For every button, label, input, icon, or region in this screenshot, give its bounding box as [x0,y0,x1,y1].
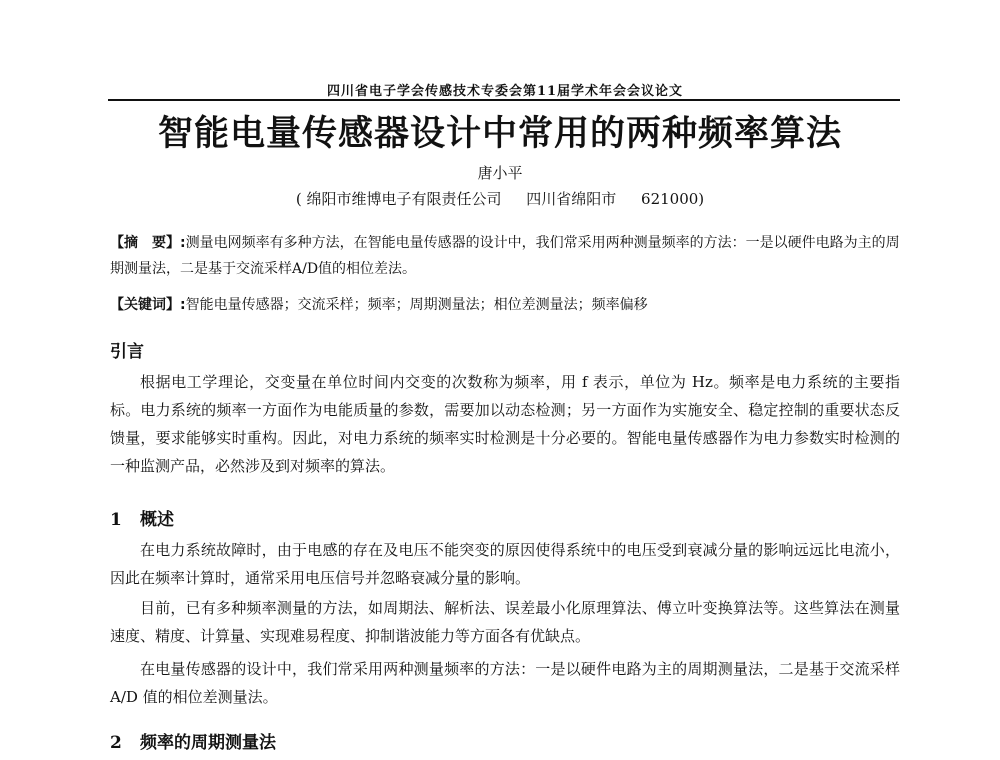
section-1-paragraph-1: 在电力系统故障时，由于电感的存在及电压不能突变的原因使得系统中的电压受到衰减分量的影响远远比电流小，因此在频率计算时，通常采用电压信号并忽略衰减分量的影响。 [110,541,900,587]
abstract-label: 【摘 要】: [110,235,186,251]
intro-paragraph: 根据电工学理论，交变量在单位时间内交变的次数称为频率，用 f 表示，单位为 Hz。频率是电力系统的主要指标。电力系统的频率一方面作为电能质量的参数，需要加以动态检测；另一方面作为实施安全、稳定控制的重要状态反馈量，要求能够实时重构。因此，对电力系统的频率实时检测是十分必要的。智能电量传感器作为电力参数实时检测的一种监测产品，必然涉及到对频率的算法。 [110,373,900,475]
affiliation-city: 四川省绵阳市 [526,190,617,208]
affiliation-company: ( 绵阳市维博电子有限责任公司 [295,190,502,208]
section-intro-heading [110,337,144,362]
section-1-paragraph-2: 目前，已有多种频率测量的方法，如周期法、解析法、误差最小化原理算法、傅立叶变换算法等。这些算法在测量速度、精度、计算量、实现难易程度、抑制谐波能力等方面各有优缺点。 [110,599,900,645]
section-1-number: 1 [110,510,122,530]
abstract [110,230,900,282]
section-2-number: 2 [110,733,122,753]
abstract-text: 测量电网频率有多种方法，在智能电量传感器的设计中，我们常采用两种测量频率的方法：一是以硬件电路为主的周期测量法，二是基于交流采样A/D值的相位差法。 [110,235,900,277]
keywords [110,292,900,318]
affiliation [100,188,900,209]
author-name: 唐小平 [477,164,523,182]
conference-header: 四川省电子学会传感技术专委会第11届学术年会会议论文 [326,84,684,99]
section-1-paragraph-3: 在电量传感器的设计中，我们常采用两种测量频率的方法：一是以硬件电路为主的周期测量法，二是基于交流采样 A/D 值的相位差测量法。 [110,660,900,706]
affiliation-postcode: 621000) [641,190,705,208]
keywords-text: 智能电量传感器；交流采样；频率；周期测量法；相位差测量法；频率偏移 [185,297,648,313]
section-2-title: 频率的周期测量法 [140,733,276,753]
section-2-heading [110,728,276,753]
section-intro-title: 引言 [110,342,144,362]
header-rule [108,99,900,101]
paper-title: 智能电量传感器设计中常用的两种频率算法 [157,114,842,154]
keywords-label: 【关键词】: [110,297,186,313]
section-1-heading [110,505,174,530]
section-1-title: 概述 [140,510,174,530]
